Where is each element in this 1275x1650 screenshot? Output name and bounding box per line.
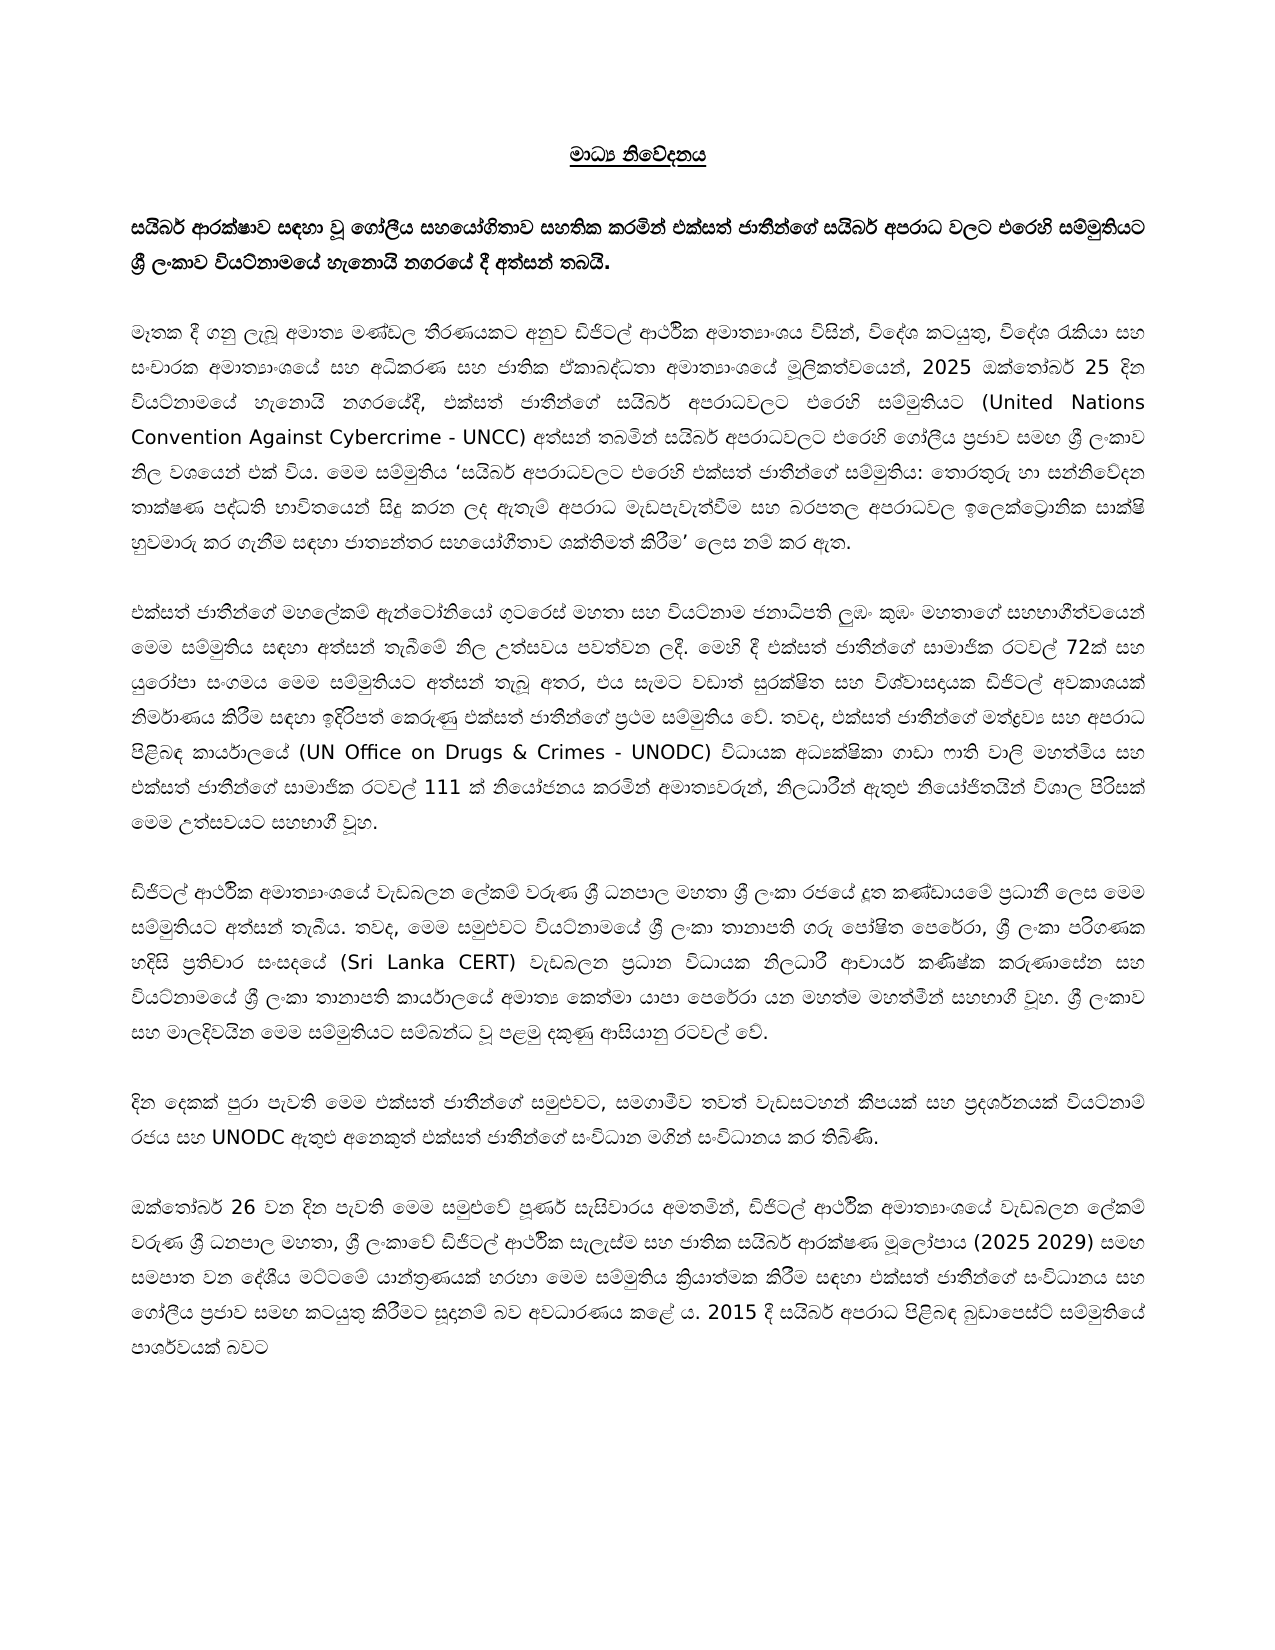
paragraph-4: දින දෙකක් පුරා පැවති මෙම එක්සත් ජාතීන්ගේ සමුළුවට, සමගාමීව තවත් වැඩසටහන් කීපයක් සහ ප්‍රදර්ශනයක් වියට්නාම් රජය සහ UNODC ඇතුළු අනෙකුත් එක්සත් ජාතීන්ගේ සංවිධාන මගින් සංවිධානය කර තිබිණි.	[131, 1091, 1145, 1149]
document-title-text: මාධ්‍ය නිවේදනය	[569, 142, 707, 166]
paragraph-5: ඔක්තෝබර් 26 වන දින පැවති මෙම සමුළුවේ පූර්ණ සැසිවාරය අමතමින්, ඩිජිටල් ආර්ථික අමාත්‍යාංශයේ වැඩබලන ලේකම් වරුණ ශ්‍රී ධනපාල මහතා, ශ්‍රී ලංකාවේ ඩිජිටල් ආර්ථික සැලැස්ම සහ ජාතික සයිබර් ආරක්ෂණ මූලෝපාය (2025 2029) සමඟ සමපාත වන දේශීය මට්ටමේ යාන්ත්‍රණයක් හරහා මෙම සම්මුතිය ක්‍රියාත්මක කිරීම සඳහා එක්සත් ජාතීන්ගේ සංවිධානය සහ ගෝලීය ප්‍රජාව සමඟ කටයුතු කිරීමට සූදානම් බව අවධාරණය කළේ ය. 2015 දී සයිබර් අපරාධ පිළිබඳ බුඩාපෙස්ට් සම්මුතියේ පාර්ශවයක් බවට	[131, 1196, 1145, 1359]
paragraph-1: මෑතක දී ගනු ලැබූ අමාත්‍ය මණ්ඩල තීරණයකට අනුව ඩිජිටල් ආර්ථික අමාත්‍යාංශය විසින්, විදේශ කටයුතු, විදේශ රැකියා සහ සංචාරක අමාත්‍යාංශයේ සහ අධිකරණ සහ ජාතික ඒකාබද්ධතා අමාත්‍යාංශයේ මූලිකත්වයෙන්, 2025 ඔක්තෝබර් 25 දින වියට්නාමයේ හැනොයි නගරයේදී, එක්සත් ජාතීන්ගේ සයිබර් අපරාධවලට එරෙහි සම්මුතියට (United Nations Convention Against Cybercrime - UNCC) අත්සන් තබමින් සයිබර් අපරාධවලට එරෙහි ගෝලීය ප්‍රජාව සමඟ ශ්‍රී ලංකාව නිල වශයෙන් එක් විය. මෙම සම්මුතිය ‘සයිබර් අපරාධවලට එරෙහි එක්සත් ජාතීන්ගේ සම්මුතිය: තොරතුරු හා සන්නිවේදන තාක්ෂණ පද්ධති භාවිතයෙන් සිදු කරන ලද ඇතැම් අපරාධ මැඩපැවැත්වීම සහ බරපතල අපරාධවල ඉලෙක්ට්‍රොනික සාක්ෂි හුවමාරු කර ගැනීම සඳහා ජාත්‍යන්තර සහයෝගීතාව ශක්තිමත් කිරීම’ ලෙස නම් කර ඇත.	[131, 321, 1145, 554]
paragraph-3: ඩිජිටල් ආර්ථික අමාත්‍යාංශයේ වැඩබලන ලේකම් වරුණ ශ්‍රී ධනපාල මහතා ශ්‍රී ලංකා රජයේ දූත කණ්ඩායමේ ප්‍රධානී ලෙස මෙම සම්මුතියට අත්සන් තැබීය. තවද, මෙම සමුළුවට වියට්නාමයේ ශ්‍රී ලංකා තානාපති ගරු පෝෂිත පෙරේරා, ශ්‍රී ලංකා පරිගණක හදිසි ප්‍රතිචාර සංසදයේ (Sri Lanka CERT) වැඩබලන ප්‍රධාන විධායක නිලධාරී ආචාර්ය කණිෂ්ක කරුණාසේන සහ වියට්නාමයේ ශ්‍රී ලංකා තානාපති කාර්යාලයේ අමාත්‍ය කෙත්මා යාපා පෙරේරා යන මහත්ම මහත්මීන් සහභාගී වූහ. ශ්‍රී ලංකාව සහ මාලදිවයින මෙම සම්මුතියට සම්බන්ධ වූ පළමු දකුණු ආසියානු රටවල් වේ.	[131, 881, 1145, 1044]
document-headline: සයිබර් ආරක්ෂාව සඳහා වූ ගෝලීය සහයෝගිතාව සහතික කරමින් එක්සත් ජාතීන්ගේ සයිබර් අපරාධ වලට එරෙහි සම්මුතියට ශ්‍රී ලංකාව වියට්නාමයේ හැනොයි නගරයේ දී අත්සන් තබයි.	[131, 216, 1145, 274]
document-title	[131, 140, 1145, 168]
paragraph-2: එක්සත් ජාතීන්ගේ මහලේකම් ඇන්ටෝනියෝ ගුටරෙස් මහතා සහ වියට්නාම ජනාධිපති ලුඹං කුඹං මහතාගේ සහභාගීත්වයෙන් මෙම සම්මුතිය සඳහා අත්සන් තැබීමේ නිල උත්සවය පවත්වන ලදී. මෙහි දී එක්සත් ජාතීන්ගේ සාමාජික රටවල් 72ක් සහ යුරෝපා සංගමය මෙම සම්මුතියට අත්සන් තැබූ අතර, එය සැමට වඩාත් සුරක්ෂිත සහ විශ්වාසදායක ඩිජිටල් අවකාශයක් නිර්මාණය කිරීම සඳහා ඉදිරිපත් කෙරුණු එක්සත් ජාතීන්ගේ ප්‍රථම සම්මුතිය වේ. තවද, එක්සත් ජාතීන්ගේ මත්ද්‍රව්‍ය සහ අපරාධ පිළිබඳ කාර්යාලයේ (UN Office on Drugs & Crimes - UNODC) විධායක අධ්‍යක්ෂිකා ගාඩා ෆාති වාලි මහත්මිය සහ එක්සත් ජාතීන්ගේ සාමාජික රටවල් 111 ක් නියෝජනය කරමින් අමාත්‍යවරුන්, නිලධාරීන් ඇතුළු නියෝජිතයින් විශාල පිරිසක් මෙම උත්සවයට සහභාගී වූහ.	[131, 601, 1145, 834]
